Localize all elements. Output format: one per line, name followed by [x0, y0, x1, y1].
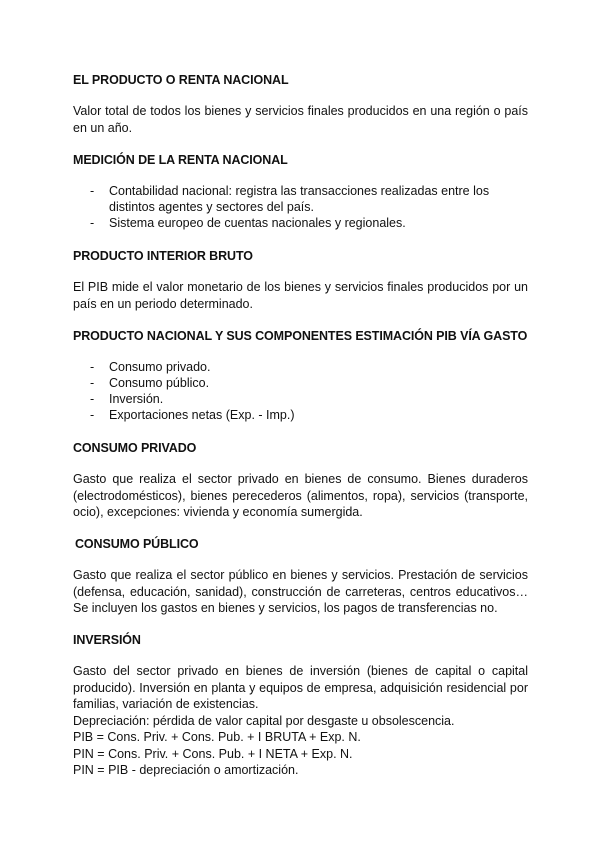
paragraph: El PIB mide el valor monetario de los bienes y servicios finales producidos por un país en un periodo determinado. [73, 280, 528, 311]
paragraph: Gasto del sector privado en bienes de inversión (bienes de capital o capital producido). Inversión en planta y equipos de empresa, adquisición residencial por familias, variación de existencias. [73, 664, 528, 711]
dash-marker: - [90, 216, 95, 230]
paragraph: Gasto que realiza el sector público en bienes y servicios. Prestación de servicios (defensa, educación, sanidad), construcción de carreteras, centros educativos… Se incluyen los gastos en bienes y servicios, los pagos de transferencias no. [73, 568, 528, 615]
section-body [73, 471, 528, 521]
section-heading: CONSUMO PÚBLICO [75, 537, 199, 551]
section-list [73, 183, 528, 231]
section-producto-renta [73, 72, 528, 88]
formula-line: PIN = Cons. Priv. + Cons. Pub. + I NETA + Exp. N. [73, 746, 353, 761]
dash-marker: - [90, 360, 95, 374]
section-heading: EL PRODUCTO O RENTA NACIONAL [73, 73, 289, 87]
list-item: - Inversión. [90, 392, 164, 406]
list-item: - Contabilidad nacional: registra las transacciones realizadas entre los distintos agentes y sectores del país. [90, 184, 490, 214]
dash-marker: - [90, 408, 95, 422]
section-heading: MEDICIÓN DE LA RENTA NACIONAL [73, 153, 288, 167]
section-medicion [73, 152, 528, 168]
list-item: - Consumo público. [90, 376, 210, 390]
dash-marker: - [90, 184, 95, 198]
section-heading: INVERSIÓN [73, 633, 141, 647]
list-item: - Exportaciones netas (Exp. - Imp.) [90, 408, 295, 422]
definition-line: Depreciación: pérdida de valor capital por desgaste u obsolescencia. [73, 713, 455, 728]
dash-marker: - [90, 376, 95, 390]
section-list [73, 359, 528, 423]
paragraph: Valor total de todos los bienes y servicios finales producidos en una región o país en un año. [73, 104, 528, 135]
paragraph: Gasto que realiza el sector privado en bienes de consumo. Bienes duraderos (electrodomésticos), bienes perecederos (alimentos, ropa), servicios (transporte, ocio), excepciones: vivienda y economía sumergida. [73, 472, 528, 519]
list-item: - Consumo privado. [90, 360, 211, 374]
section-heading: PRODUCTO NACIONAL Y SUS COMPONENTES ESTIMACIÓN PIB VÍA GASTO [73, 329, 528, 343]
section-pib [73, 248, 528, 264]
section-body [73, 103, 528, 136]
section-heading: PRODUCTO INTERIOR BRUTO [73, 249, 253, 263]
section-consumo-privado [73, 440, 528, 456]
formula-line: PIN = PIB - depreciación o amortización. [73, 763, 299, 777]
section-producto-nacional [73, 328, 528, 344]
section-inversion [73, 632, 528, 648]
section-heading: CONSUMO PRIVADO [73, 441, 197, 455]
section-consumo-publico [75, 536, 530, 552]
section-body [73, 663, 528, 779]
section-body [73, 279, 528, 312]
bullet-list [73, 183, 528, 231]
section-body [73, 567, 528, 617]
list-item: - Sistema europeo de cuentas nacionales y regionales. [90, 216, 406, 230]
dash-marker: - [90, 392, 95, 406]
bullet-list [73, 359, 528, 423]
formula-line: PIB = Cons. Priv. + Cons. Pub. + I BRUTA + Exp. N. [73, 730, 361, 744]
